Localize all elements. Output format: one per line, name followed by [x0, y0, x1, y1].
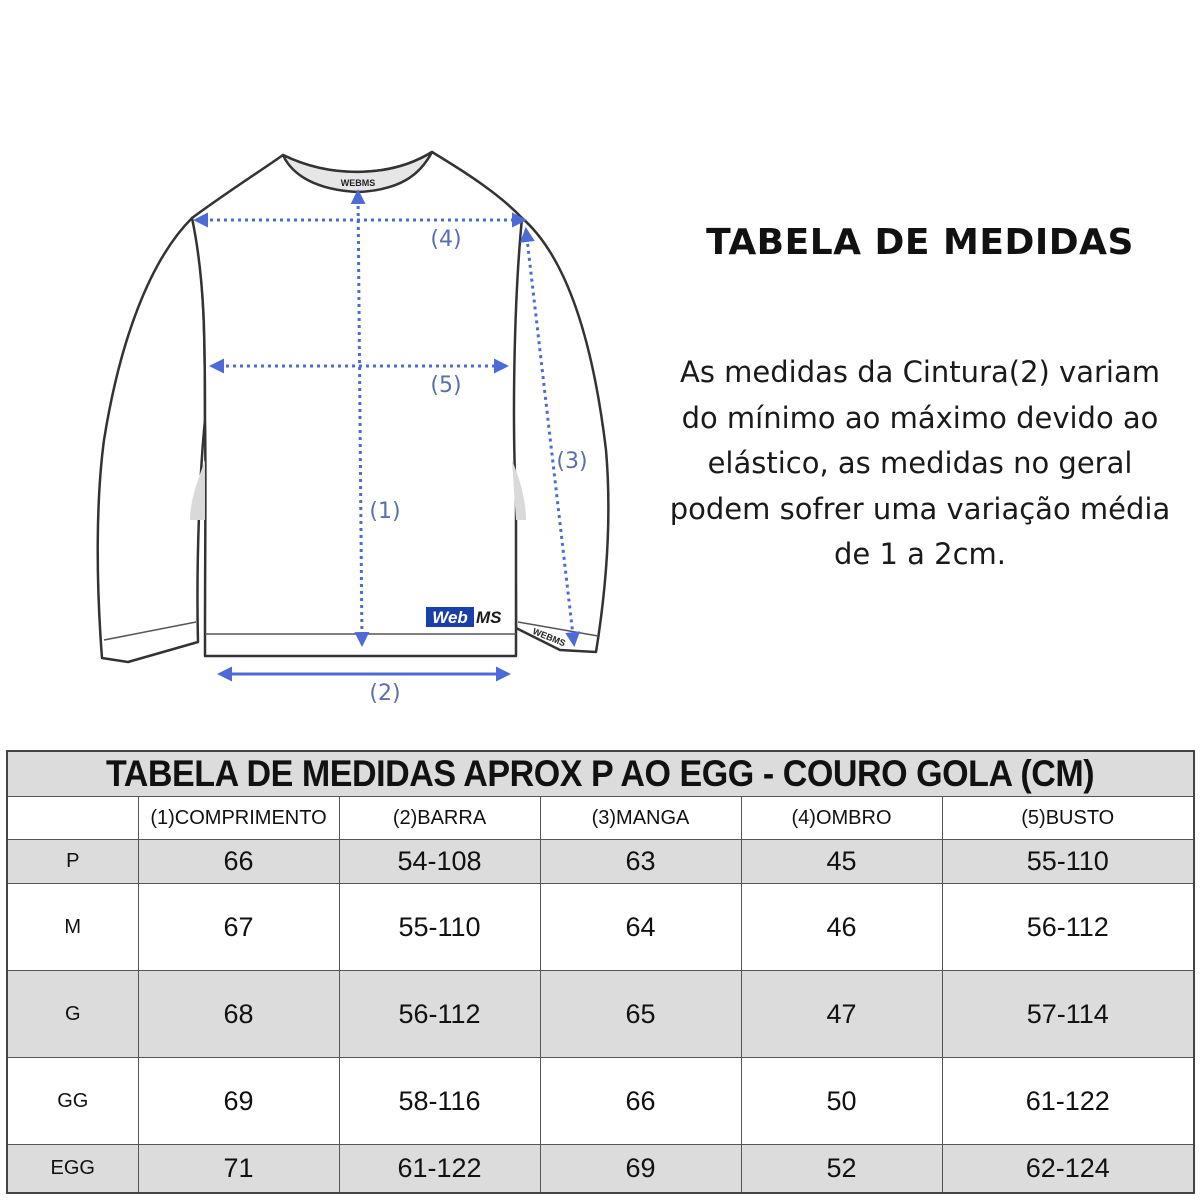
header-ombro: (4)OMBRO	[741, 797, 942, 840]
logo-web-text: Web	[432, 608, 468, 627]
info-title: TABELA DE MEDIDAS	[706, 222, 1134, 263]
label-manga: (3)	[556, 449, 588, 474]
header-barra: (2)BARRA	[339, 797, 540, 840]
header-size	[7, 797, 138, 840]
label-ombro: (4)	[430, 227, 462, 252]
size-cell: P	[7, 840, 138, 884]
table-title-row	[7, 751, 1194, 797]
barra-cell: 61-122	[339, 1145, 540, 1193]
busto-cell: 55-110	[942, 840, 1194, 884]
table-title-cell	[7, 751, 1194, 797]
busto-cell: 56-112	[942, 884, 1194, 971]
size-cell: M	[7, 884, 138, 971]
comprimento-cell: 68	[138, 971, 339, 1058]
manga-cell: 63	[540, 840, 741, 884]
sweatshirt-illustration	[80, 130, 640, 730]
comprimento-cell: 66	[138, 840, 339, 884]
manga-cell: 66	[540, 1058, 741, 1145]
busto-cell: 62-124	[942, 1145, 1194, 1193]
manga-cell: 65	[540, 971, 741, 1058]
header-comprimento: (1)COMPRIMENTO	[138, 797, 339, 840]
ombro-cell: 45	[741, 840, 942, 884]
barra-cell: 56-112	[339, 971, 540, 1058]
header-busto: (5)BUSTO	[942, 797, 1194, 840]
table-row	[7, 971, 1194, 1058]
size-table	[6, 750, 1195, 1194]
header-manga: (3)MANGA	[540, 797, 741, 840]
barra-cell: 58-116	[339, 1058, 540, 1145]
table-row	[7, 1058, 1194, 1145]
label-comprimento: (1)	[369, 499, 401, 524]
table-row	[7, 1145, 1194, 1193]
manga-cell: 64	[540, 884, 741, 971]
label-barra: (2)	[369, 681, 401, 706]
webms-logo	[426, 607, 502, 627]
busto-cell: 57-114	[942, 971, 1194, 1058]
info-text: As medidas da Cintura(2) variam do mínimo ao máximo devido ao elástico, as medidas no geral podem sofrer uma variação média de 1 a 2cm.	[669, 355, 1171, 571]
ombro-cell: 46	[741, 884, 942, 971]
ombro-cell: 52	[741, 1145, 942, 1193]
table-row	[7, 884, 1194, 971]
label-busto: (5)	[430, 373, 462, 398]
barra-cell: 54-108	[339, 840, 540, 884]
logo-ms-text: MS	[476, 608, 502, 627]
sweatshirt-outline	[98, 152, 609, 662]
size-cell: G	[7, 971, 138, 1058]
brand-tag-cuff: WEBMS	[531, 626, 567, 649]
table-row	[7, 840, 1194, 884]
busto-cell: 61-122	[942, 1058, 1194, 1145]
table-title: TABELA DE MEDIDAS APROX P AO EGG - COURO GOLA (CM)	[106, 753, 1095, 795]
comprimento-cell: 71	[138, 1145, 339, 1193]
ombro-cell: 50	[741, 1058, 942, 1145]
comprimento-cell: 67	[138, 884, 339, 971]
ombro-cell: 47	[741, 971, 942, 1058]
manga-cell: 69	[540, 1145, 741, 1193]
brand-tag-top: WEBMS	[340, 178, 376, 188]
size-cell: GG	[7, 1058, 138, 1145]
comprimento-cell: 69	[138, 1058, 339, 1145]
barra-cell: 55-110	[339, 884, 540, 971]
table-header-row	[7, 797, 1194, 840]
size-cell: EGG	[7, 1145, 138, 1193]
